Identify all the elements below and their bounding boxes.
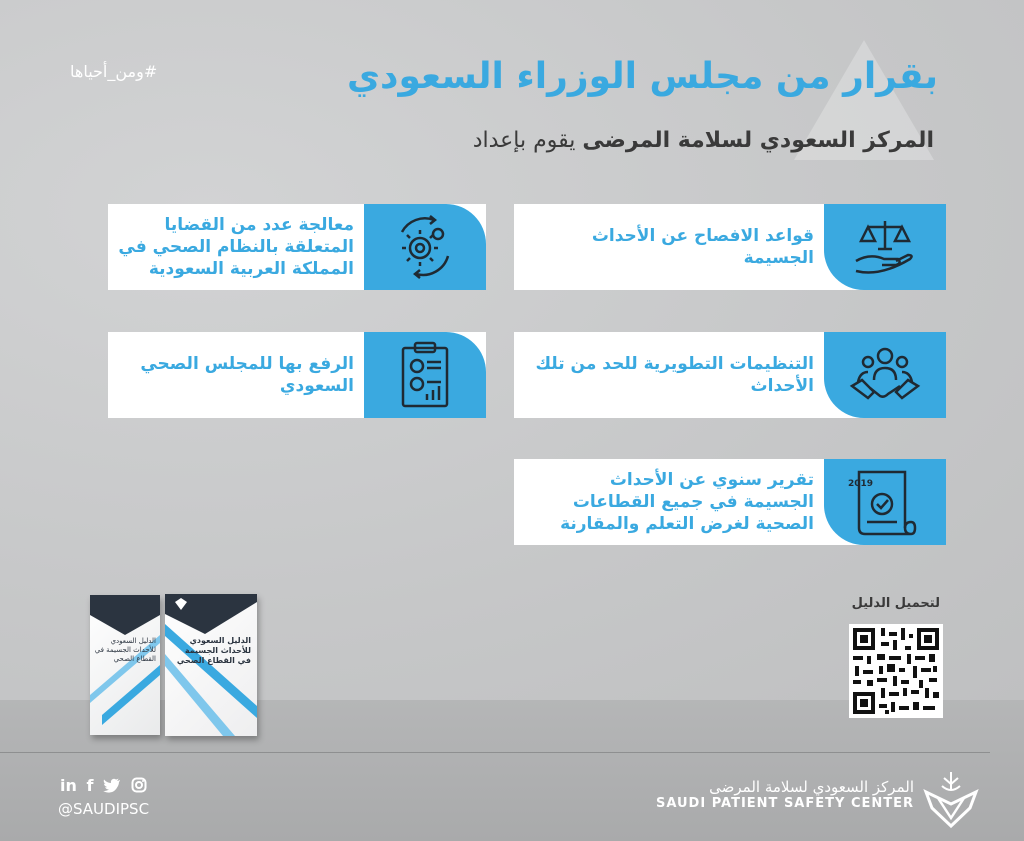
team-handshake-icon: [848, 342, 922, 408]
book-front-title: الدليل السعودي للأحداث الجسيمة في القطاع الصحي: [176, 636, 251, 665]
gears-cycle-icon: [390, 212, 460, 282]
book-back-title: الدليل السعودي للأحداث الجسيمة في القطاع الصحي: [94, 637, 156, 663]
card-submit-council: [108, 332, 486, 418]
report-year: 2019: [847, 479, 873, 489]
card-health-issues: [108, 204, 486, 290]
floor-divider: [0, 752, 990, 753]
card-icon-box: [364, 332, 486, 418]
hashtag: #ومن_أحياها: [70, 62, 158, 81]
card-label: تقرير سنوي عن الأحداث الجسيمة في جميع القطاعات الصحية لغرض التعلم والمقارنة: [560, 470, 814, 534]
twitter-icon[interactable]: [103, 778, 121, 792]
justice-hand-icon: [850, 215, 920, 279]
org-name-arabic: المركز السعودي لسلامة المرضى: [709, 778, 914, 796]
subtitle-org: المركز السعودي لسلامة المرضى: [582, 128, 934, 153]
clipboard-report-icon: [397, 340, 453, 410]
qr-code-art: [849, 624, 943, 718]
annual-report-icon: [847, 466, 919, 538]
card-disclosure-rules: [514, 204, 946, 290]
qr-code[interactable]: [849, 624, 943, 718]
card-label: قواعد الافصاح عن الأحداث الجسيمة: [591, 226, 814, 268]
facebook-icon[interactable]: f: [86, 776, 94, 795]
page-subtitle: [473, 128, 934, 153]
org-name-english: SAUDI PATIENT SAFETY CENTER: [655, 796, 914, 811]
card-label: معالجة عدد من القضايا المتعلقة بالنظام الصحي في المملكة العربية السعودية: [118, 215, 354, 279]
social-links: [60, 776, 147, 795]
page-title: بقرار من مجلس الوزراء السعودي: [347, 56, 938, 97]
social-handle[interactable]: @SAUDIPSC: [58, 800, 150, 818]
card-label: الرفع بها للمجلس الصحي السعودي: [140, 354, 354, 396]
book-back-art: [90, 595, 160, 735]
book-back: [90, 595, 160, 735]
card-label: التنظيمات التطويرية للحد من تلك الأحداث: [535, 354, 814, 396]
card-icon-box: [824, 332, 946, 418]
card-icon-box: [824, 204, 946, 290]
download-label: لتحميل الدليل: [851, 596, 940, 611]
card-icon-box: [824, 459, 946, 545]
linkedin-icon[interactable]: in: [60, 776, 77, 795]
card-icon-box: [364, 204, 486, 290]
subtitle-verb: يقوم بإعداد: [472, 128, 576, 153]
card-development-regulations: [514, 332, 946, 418]
card-annual-report: [514, 459, 946, 545]
book-front: [165, 594, 257, 736]
instagram-icon[interactable]: [131, 777, 147, 793]
spsc-logo-icon: [922, 768, 980, 828]
